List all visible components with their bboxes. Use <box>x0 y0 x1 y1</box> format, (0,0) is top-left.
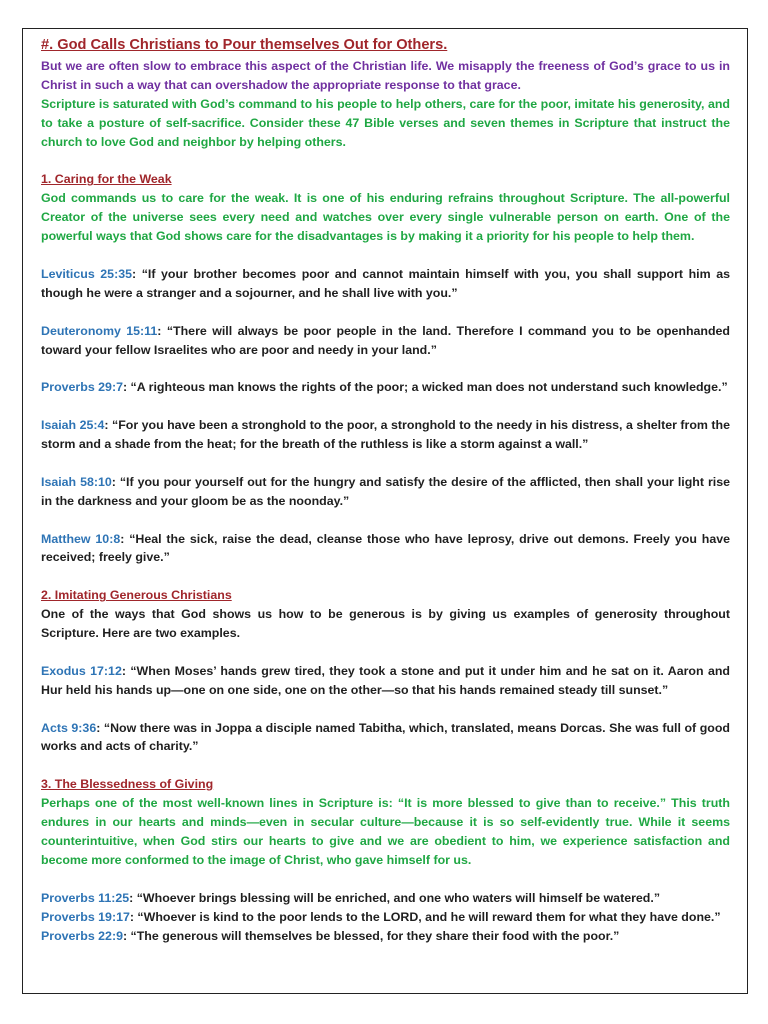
verse-paragraph <box>41 530 730 568</box>
spacer <box>41 700 730 719</box>
verse-text: : “Whoever brings blessing will be enriched, and one who waters will himself be watered.” <box>129 890 661 905</box>
section-summary-imitating-generous-christians: One of the ways that God shows us how to be generous is by giving us examples of generosity throughout Scripture. Here are two examples. <box>41 607 730 641</box>
intro-paragraph-1: But we are often slow to embrace this aspect of the Christian life. We misapply the freeness of God’s grace to us in Christ in such a way that can overshadow the appropriate response to that grace. <box>41 59 730 92</box>
verse-paragraph <box>41 662 730 700</box>
verse-reference: Isaiah 58:10 <box>41 474 112 489</box>
verse-paragraph <box>41 416 730 454</box>
verse-reference: Acts 9:36 <box>41 720 97 735</box>
verse-text: : “The generous will themselves be blessed, for they share their food with the poor.” <box>122 928 620 943</box>
section-heading-caring-for-the-weak: 1. Caring for the Weak <box>41 172 172 187</box>
spacer <box>41 359 730 378</box>
document-page <box>22 28 748 994</box>
verse-text: : “When Moses’ hands grew tired, they took a stone and put it under him and he sat on it. Aaron and Hur held his hands up—one on one side, one on the other—so that his hands remained steady till sunset.” <box>41 663 730 697</box>
verse-paragraph <box>41 908 730 927</box>
verse-paragraph <box>41 265 730 303</box>
verse-paragraph <box>41 473 730 511</box>
spacer <box>41 397 730 416</box>
intro-paragraph-2: Scripture is saturated with God’s command to his people to help others, care for the poor, imitate his generosity, and to take a posture of self-sacrifice. Consider these 47 Bible verses and seven themes in Scripture that instruct the church to love God and neighbor by helping others. <box>41 96 730 149</box>
section-heading-blessedness-of-giving: 3. The Blessedness of Giving <box>41 777 214 792</box>
verse-paragraph <box>41 322 730 360</box>
section-summary-caring-for-the-weak: God commands us to care for the weak. It is one of his enduring refrains throughout Scripture. The all-powerful Creator of the universe sees every need and watches over every single vulnerable person on earth. One of the powerful ways that God shows care for the disadvantages is by making it a priority for his people to help them. <box>41 191 730 244</box>
section-summary-blessedness-of-giving: Perhaps one of the most well-known lines in Scripture is: “It is more blessed to give than to receive.” This truth endures in our hearts and minds—even in secular culture—because it is so self-evidently true. While it seems counterintuitive, when God stirs our hearts to give and we are obedient to him, we experience satisfaction and become more conformed to the image of Christ, who gave himself for us. <box>41 796 730 867</box>
verse-reference: Isaiah 25:4 <box>41 418 105 433</box>
spacer <box>41 756 730 775</box>
verse-paragraph <box>41 889 730 908</box>
verse-text: : “Whoever is kind to the poor lends to the LORD, and he will reward them for what they have done.” <box>129 909 721 924</box>
spacer <box>41 152 730 171</box>
spacer <box>41 567 730 586</box>
verse-text: : “Heal the sick, raise the dead, cleanse those who have leprosy, drive out demons. Freely you have received; freely give.” <box>41 531 730 565</box>
spacer <box>41 303 730 322</box>
verse-reference: Proverbs 19:17 <box>41 909 130 924</box>
verse-reference: Leviticus 25:35 <box>41 266 132 281</box>
spacer <box>41 246 730 265</box>
verse-reference: Proverbs 11:25 <box>41 890 130 905</box>
verse-reference: Proverbs 22:9 <box>41 928 123 943</box>
page-title: #. God Calls Christians to Pour themselves Out for Others. <box>41 37 448 53</box>
spacer <box>41 511 730 530</box>
verse-paragraph <box>41 719 730 757</box>
verse-text: : “For you have been a stronghold to the poor, a stronghold to the needy in his distress, a shelter from the storm and a shade from the heat; for the breath of the ruthless is like a storm against a wall.” <box>41 418 730 452</box>
section-heading-imitating-generous-christians: 2. Imitating Generous Christians <box>41 588 232 603</box>
spacer <box>41 870 730 889</box>
verse-text: : “There will always be poor people in the land. Therefore I command you to be openhanded toward your fellow Israelites who are poor and needy in your land.” <box>41 323 731 357</box>
verse-text: : “If you pour yourself out for the hungry and satisfy the desire of the afflicted, then shall your light rise in the darkness and your gloom be as the noonday.” <box>41 474 730 508</box>
verse-text: : “If your brother becomes poor and cannot maintain himself with you, you shall support him as though he were a stranger and a sojourner, and he shall live with you.” <box>41 266 730 300</box>
verse-text: : “A righteous man knows the rights of the poor; a wicked man does not understand such knowledge.” <box>122 380 728 395</box>
verse-reference: Matthew 10:8 <box>41 531 121 546</box>
spacer <box>41 454 730 473</box>
verse-paragraph <box>41 378 730 397</box>
verse-reference: Proverbs 29:7 <box>41 380 123 395</box>
verse-text: : “Now there was in Joppa a disciple named Tabitha, which, translated, means Dorcas. She was full of good works and acts of charity.” <box>41 720 730 754</box>
verse-reference: Deuteronomy 15:11 <box>41 323 158 338</box>
spacer <box>41 643 730 662</box>
verse-reference: Exodus 17:12 <box>41 663 122 678</box>
verse-paragraph <box>41 927 730 946</box>
